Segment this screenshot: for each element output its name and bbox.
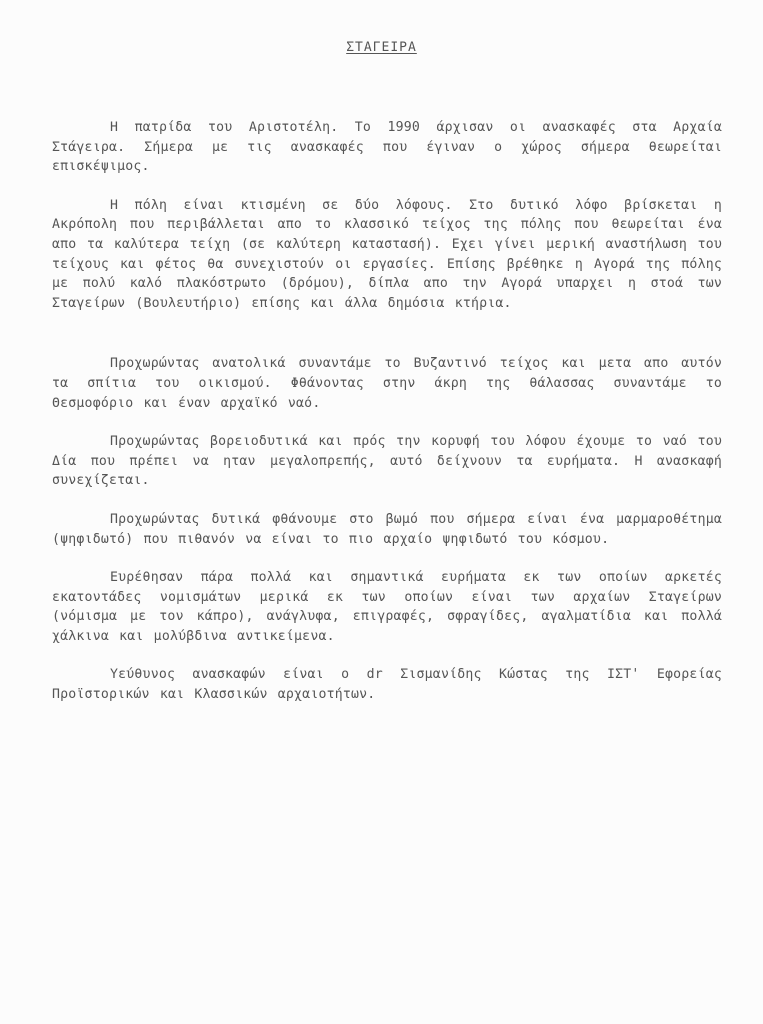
paragraph-northwest: Προχωρώντας βορειοδυτικά και πρός την κορυφή του λόφου έχουμε το ναό του Δία που πρέπει να ηταν μεγαλοπρεπής, αυτό δείχνουν τα ευρήματα. Η ανασκαφή συνεχίζεται.: [52, 434, 722, 489]
paragraph-findings: Ευρέθησαν πάρα πολλά και σημαντικά ευρήματα εκ των οποίων αρκετές εκατοντάδες νομισμάτων μερικά εκ των οποίων είναι των αρχαίων Σταγείρων (νόμισμα με τον κάπρο), ανάγλυφα, επιγραφές, σφραγίδες, αγαλματίδια και πολλά χάλκινα και μολύβδινα αντικείμενα.: [52, 570, 722, 644]
document-body: [52, 118, 722, 705]
paragraph-intro: Η πατρίδα του Αριστοτέλη. Το 1990 άρχισαν οι ανασκαφές στα Αρχαία Στάγειρα. Σήμερα με τις ανασκαφές που έγιναν ο χώρος σήμερα θεωρείται επισκέψιμος.: [52, 120, 722, 175]
paragraph-east: Προχωρώντας ανατολικά συναντάμε το Βυζαντινό τείχος και μετα απο αυτόν τα σπίτια του οικισμού. Φθάνοντας στην άκρη της θάλασσας συναντάμε το Θεσμοφόριο και έναν αρχαϊκό ναό.: [52, 356, 722, 411]
paragraph-city: Η πόλη είναι κτισμένη σε δύο λόφους. Στο δυτικό λόφο βρίσκεται η Ακρόπολη που περιβάλλεται απο το κλασσικό τείχος της πόλης που θεωρείται ένα απο τα καλύτερα τείχη (σε καλύτερη καταστασή). Εχει γίνει μερική αναστήλωση του τείχους και φέτος θα συνεχιστούν οι εργασίες. Επίσης βρέθηκε η Αγορά της πόλης με πολύ καλό πλακόστρωτο (δρόμου), δίπλα απο την Αγορά υπαρχει η στοά των Σταγείρων (Βουλευτήριο) επίσης και άλλα δημόσια κτήρια.: [52, 197, 722, 311]
paragraph-west: Προχωρώντας δυτικά φθάνουμε στο βωμό που σήμερα είναι ένα μαρμαροθέτημα (ψηφιδωτό) που πιθανόν να είναι το πιο αρχαίο ψηφιδωτό του κόσμου.: [52, 511, 722, 547]
paragraph-director: Υεύθυνος ανασκαφών είναι ο dr Σισμανίδης Κώστας της ΙΣΤ' Εφορείας Προϊστορικών και Κλασσικών αρχαιοτήτων.: [52, 667, 722, 703]
document-title: ΣΤΑΓΕΙΡΑ: [346, 40, 417, 55]
